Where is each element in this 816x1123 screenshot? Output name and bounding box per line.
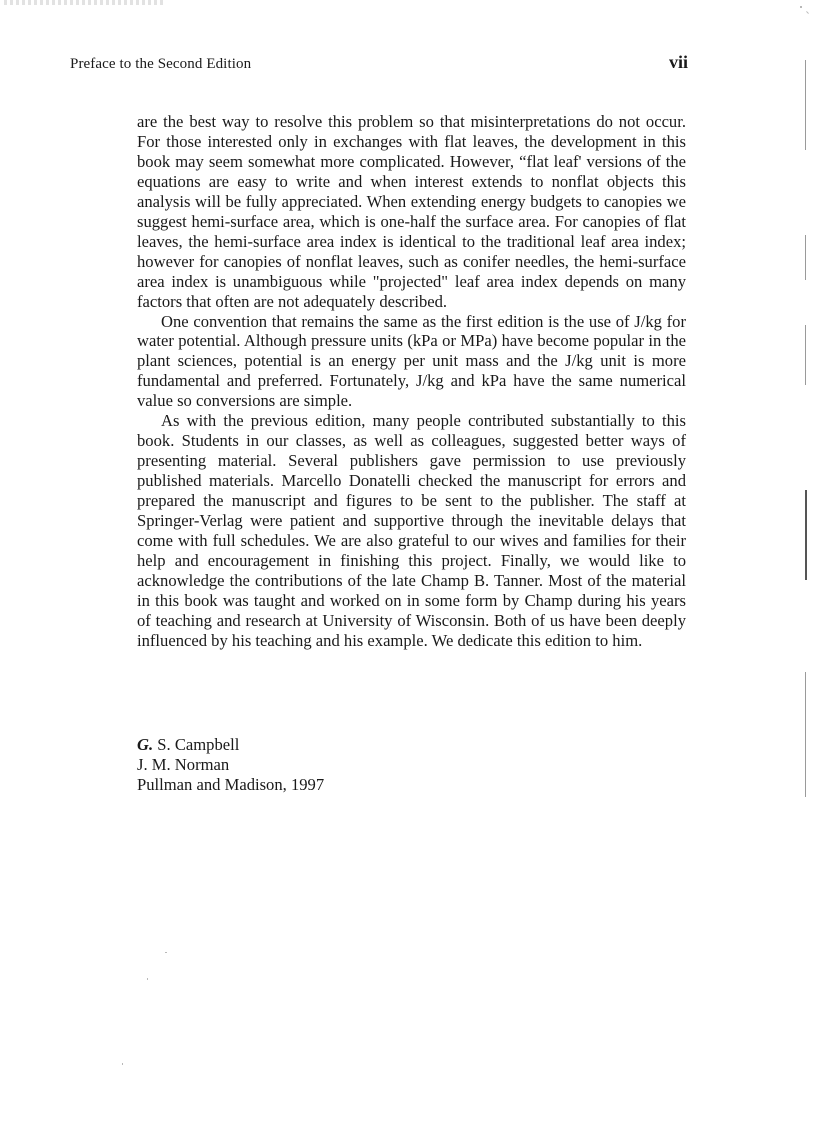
scan-noise xyxy=(4,0,164,5)
scan-edge-line xyxy=(805,325,806,385)
page-number: vii xyxy=(668,52,688,72)
scan-speck xyxy=(800,6,802,8)
paragraph-continuation: are the best way to resolve this problem so that misinterpretations do not occur. For those interested only in exchanges with flat leaves, the development in this book may seem somewhat more complicated. However, “flat leaf' versions of the equations are easy to write and when interest extends to nonflat objects this analysis will be fully appreciated. When extending energy budgets to canopies we suggest hemi-surface area, which is one-half the surface area. For canopies of flat leaves, the hemi-surface area index is identical to the traditional leaf area index; however for canopies of nonflat leaves, such as conifer needles, the hemi-surface area index is unambiguous while "projected" leaf area index depends on many factors that often are not adequately described. xyxy=(137,112,686,311)
place-date: Pullman and Madison, 1997 xyxy=(137,775,325,794)
signature-block xyxy=(137,735,324,795)
scan-edge-line xyxy=(805,672,806,797)
scan-speck xyxy=(165,952,167,953)
scan-edge-line xyxy=(805,235,806,280)
paragraph-acknowledgements: As with the previous edition, many people contributed substantially to this book. Students in our classes, as well as colleagues, suggested better ways of presenting material. Several publishers gave permission to use previously published materials. Marcello Donatelli checked the manuscript for errors and prepared the manuscript and figures to be sent to the publisher. The staff at Springer-Verlag were patient and supportive through the inevitable delays that come with full schedules. We are also grateful to our wives and families for their help and encouragement in finishing this project. Finally, we would like to acknowledge the contributions of the late Champ B. Tanner. Most of the material in this book was taught and worked on in some form by Champ during his years of teaching and research at University of Wisconsin. Both of us have been deeply influenced by his teaching and his example. We dedicate this edition to him. xyxy=(137,411,686,650)
author-initial: G. xyxy=(137,735,154,754)
body-text xyxy=(137,112,686,651)
author-campbell xyxy=(137,735,324,755)
author-norman: J. M. Norman xyxy=(137,755,230,774)
running-head xyxy=(70,52,688,73)
scan-speck xyxy=(147,978,148,980)
scan-speck xyxy=(806,11,809,14)
scan-speck xyxy=(122,1063,123,1065)
scan-edge-line xyxy=(805,60,806,150)
author-name: S. Campbell xyxy=(153,735,240,754)
paragraph-units: One convention that remains the same as the first edition is the use of J/kg for water potential. Although pressure units (kPa or MPa) have become popular in the plant sciences, potential is an energy per unit mass and the J/kg unit is more fundamental and preferred. Fortunately, J/kg and kPa have the same numerical value so conversions are simple. xyxy=(137,311,686,411)
running-title: Preface to the Second Edition xyxy=(70,56,252,72)
scan-edge-line xyxy=(805,490,807,580)
